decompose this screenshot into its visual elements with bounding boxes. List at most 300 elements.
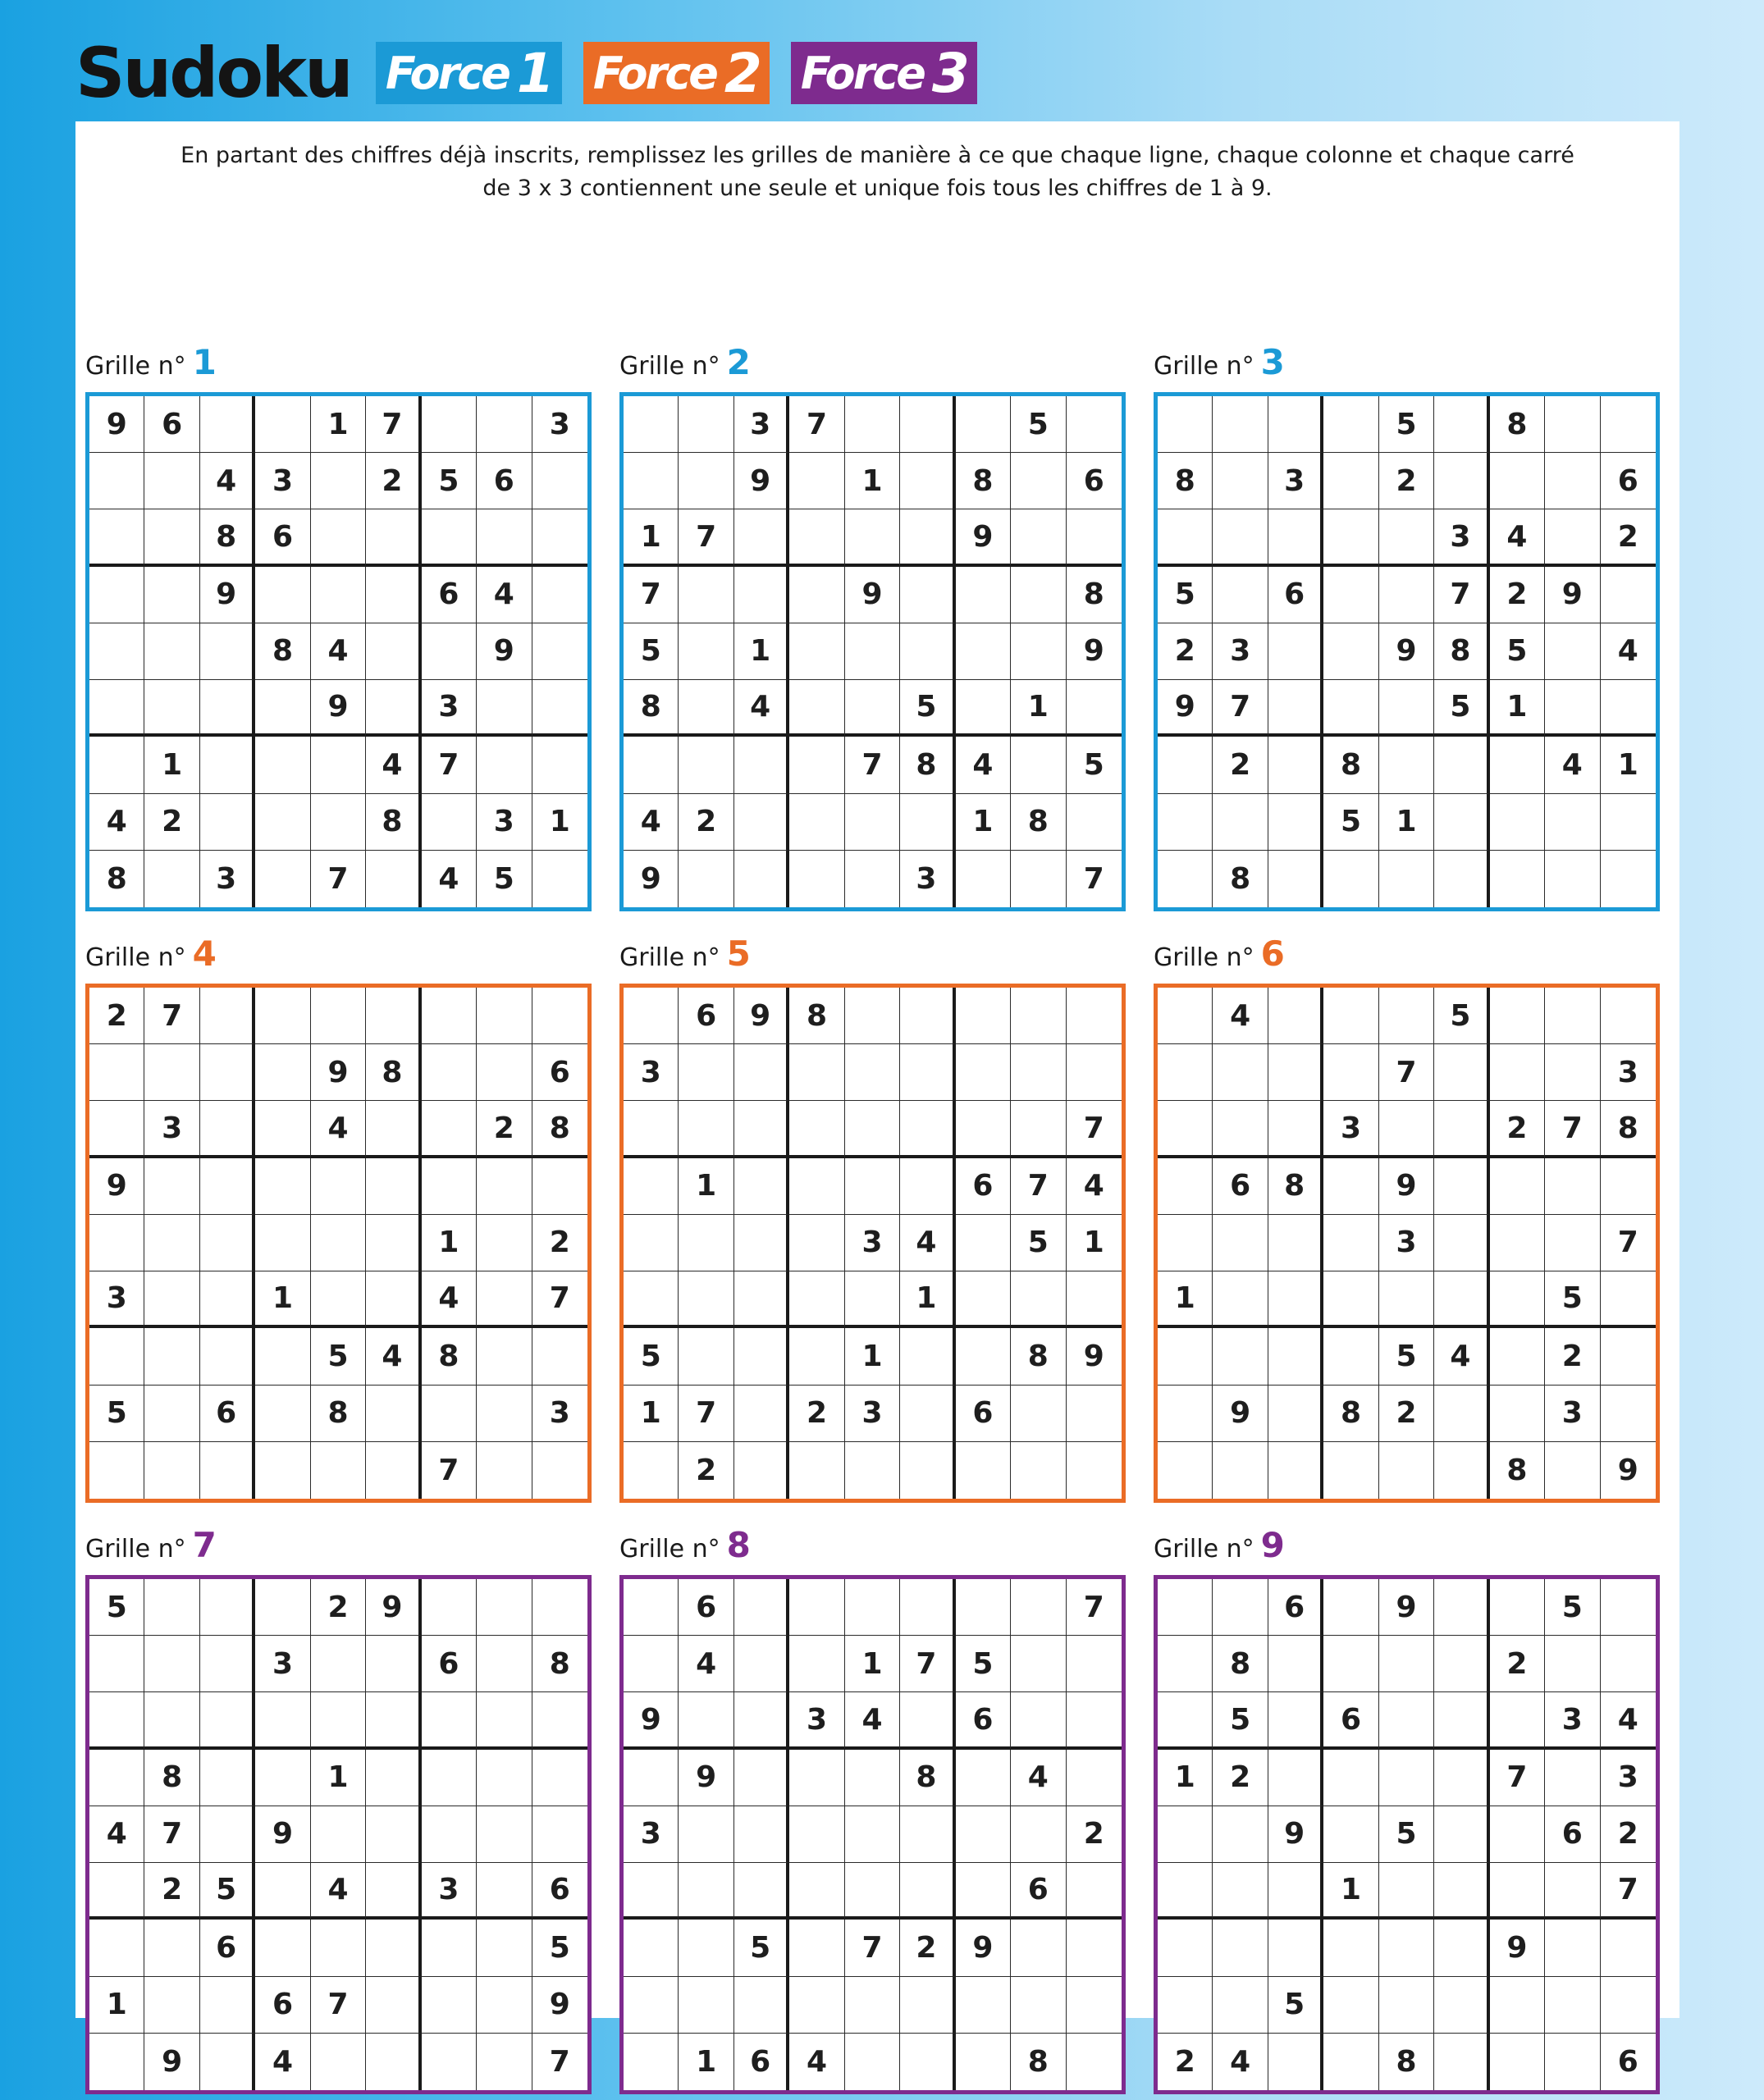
empty-cell[interactable]: [422, 988, 477, 1044]
empty-cell[interactable]: [734, 1101, 789, 1157]
empty-cell[interactable]: [1434, 1442, 1489, 1499]
empty-cell[interactable]: [789, 1977, 844, 2034]
empty-cell[interactable]: [366, 1920, 421, 1976]
empty-cell[interactable]: [1379, 851, 1434, 907]
empty-cell[interactable]: [200, 1271, 255, 1328]
empty-cell[interactable]: [200, 1101, 255, 1157]
empty-cell[interactable]: [1268, 1215, 1323, 1271]
empty-cell[interactable]: [200, 794, 255, 851]
empty-cell[interactable]: [366, 1863, 421, 1920]
empty-cell[interactable]: [1379, 1442, 1434, 1499]
empty-cell[interactable]: [789, 623, 844, 680]
empty-cell[interactable]: [255, 680, 310, 737]
empty-cell[interactable]: [477, 1806, 532, 1863]
empty-cell[interactable]: [1158, 1158, 1213, 1215]
empty-cell[interactable]: [956, 1442, 1011, 1499]
empty-cell[interactable]: [1158, 1101, 1213, 1157]
empty-cell[interactable]: [477, 1158, 532, 1215]
empty-cell[interactable]: [1490, 1044, 1545, 1101]
empty-cell[interactable]: [845, 1806, 900, 1863]
empty-cell[interactable]: [900, 623, 955, 680]
empty-cell[interactable]: [956, 2034, 1011, 2090]
empty-cell[interactable]: [366, 567, 421, 623]
empty-cell[interactable]: [477, 1044, 532, 1101]
empty-cell[interactable]: [200, 680, 255, 737]
empty-cell[interactable]: [1213, 1271, 1268, 1328]
empty-cell[interactable]: [734, 851, 789, 907]
empty-cell[interactable]: [1323, 1044, 1378, 1101]
empty-cell[interactable]: [311, 1636, 366, 1692]
empty-cell[interactable]: [311, 453, 366, 509]
empty-cell[interactable]: [144, 509, 199, 566]
empty-cell[interactable]: [900, 453, 955, 509]
empty-cell[interactable]: [1213, 453, 1268, 509]
empty-cell[interactable]: [1434, 1977, 1489, 2034]
empty-cell[interactable]: [1158, 1442, 1213, 1499]
empty-cell[interactable]: [624, 1920, 679, 1976]
empty-cell[interactable]: [1067, 2034, 1122, 2090]
empty-cell[interactable]: [1323, 567, 1378, 623]
empty-cell[interactable]: [1158, 851, 1213, 907]
empty-cell[interactable]: [1067, 988, 1122, 1044]
empty-cell[interactable]: [1213, 396, 1268, 453]
empty-cell[interactable]: [1434, 2034, 1489, 2090]
empty-cell[interactable]: [532, 851, 587, 907]
empty-cell[interactable]: [144, 1920, 199, 1976]
empty-cell[interactable]: [477, 1636, 532, 1692]
empty-cell[interactable]: [1323, 1750, 1378, 1806]
empty-cell[interactable]: [200, 988, 255, 1044]
empty-cell[interactable]: [477, 1750, 532, 1806]
empty-cell[interactable]: [1213, 567, 1268, 623]
empty-cell[interactable]: [845, 988, 900, 1044]
empty-cell[interactable]: [89, 623, 144, 680]
empty-cell[interactable]: [956, 988, 1011, 1044]
empty-cell[interactable]: [624, 1158, 679, 1215]
empty-cell[interactable]: [422, 509, 477, 566]
empty-cell[interactable]: [477, 680, 532, 737]
empty-cell[interactable]: [845, 1044, 900, 1101]
empty-cell[interactable]: [1323, 1442, 1378, 1499]
empty-cell[interactable]: [255, 1692, 310, 1749]
empty-cell[interactable]: [200, 396, 255, 453]
empty-cell[interactable]: [1268, 1750, 1323, 1806]
empty-cell[interactable]: [789, 1442, 844, 1499]
empty-cell[interactable]: [1268, 1692, 1323, 1749]
empty-cell[interactable]: [1601, 1977, 1656, 2034]
empty-cell[interactable]: [1379, 1750, 1434, 1806]
empty-cell[interactable]: [1011, 988, 1066, 1044]
empty-cell[interactable]: [624, 396, 679, 453]
empty-cell[interactable]: [89, 1863, 144, 1920]
empty-cell[interactable]: [789, 1044, 844, 1101]
empty-cell[interactable]: [89, 1750, 144, 1806]
empty-cell[interactable]: [477, 988, 532, 1044]
empty-cell[interactable]: [366, 1806, 421, 1863]
empty-cell[interactable]: [789, 851, 844, 907]
empty-cell[interactable]: [1268, 1044, 1323, 1101]
empty-cell[interactable]: [1067, 1386, 1122, 1442]
empty-cell[interactable]: [789, 1863, 844, 1920]
empty-cell[interactable]: [477, 396, 532, 453]
empty-cell[interactable]: [845, 680, 900, 737]
empty-cell[interactable]: [624, 453, 679, 509]
empty-cell[interactable]: [477, 1977, 532, 2034]
empty-cell[interactable]: [1268, 1863, 1323, 1920]
empty-cell[interactable]: [1213, 1920, 1268, 1976]
empty-cell[interactable]: [624, 1215, 679, 1271]
empty-cell[interactable]: [1268, 509, 1323, 566]
empty-cell[interactable]: [1158, 1386, 1213, 1442]
empty-cell[interactable]: [1158, 509, 1213, 566]
empty-cell[interactable]: [679, 737, 733, 793]
empty-cell[interactable]: [734, 1636, 789, 1692]
empty-cell[interactable]: [366, 1977, 421, 2034]
empty-cell[interactable]: [845, 1579, 900, 1636]
empty-cell[interactable]: [1434, 1920, 1489, 1976]
empty-cell[interactable]: [1213, 1101, 1268, 1157]
empty-cell[interactable]: [477, 737, 532, 793]
empty-cell[interactable]: [422, 1920, 477, 1976]
empty-cell[interactable]: [1434, 794, 1489, 851]
empty-cell[interactable]: [1379, 1863, 1434, 1920]
empty-cell[interactable]: [89, 1636, 144, 1692]
empty-cell[interactable]: [734, 737, 789, 793]
empty-cell[interactable]: [1268, 737, 1323, 793]
empty-cell[interactable]: [144, 1977, 199, 2034]
empty-cell[interactable]: [956, 1863, 1011, 1920]
empty-cell[interactable]: [734, 1158, 789, 1215]
empty-cell[interactable]: [1268, 1101, 1323, 1157]
empty-cell[interactable]: [1434, 1101, 1489, 1157]
empty-cell[interactable]: [366, 1442, 421, 1499]
empty-cell[interactable]: [789, 1750, 844, 1806]
empty-cell[interactable]: [144, 680, 199, 737]
empty-cell[interactable]: [366, 680, 421, 737]
empty-cell[interactable]: [1011, 851, 1066, 907]
empty-cell[interactable]: [1213, 794, 1268, 851]
empty-cell[interactable]: [311, 509, 366, 566]
empty-cell[interactable]: [1379, 567, 1434, 623]
empty-cell[interactable]: [255, 1328, 310, 1385]
empty-cell[interactable]: [144, 453, 199, 509]
empty-cell[interactable]: [734, 567, 789, 623]
empty-cell[interactable]: [89, 1215, 144, 1271]
empty-cell[interactable]: [1490, 737, 1545, 793]
empty-cell[interactable]: [200, 1328, 255, 1385]
empty-cell[interactable]: [900, 1579, 955, 1636]
empty-cell[interactable]: [1213, 1328, 1268, 1385]
empty-cell[interactable]: [366, 1101, 421, 1157]
empty-cell[interactable]: [1158, 1044, 1213, 1101]
empty-cell[interactable]: [900, 794, 955, 851]
empty-cell[interactable]: [311, 1271, 366, 1328]
empty-cell[interactable]: [144, 623, 199, 680]
empty-cell[interactable]: [1323, 1271, 1378, 1328]
empty-cell[interactable]: [679, 680, 733, 737]
empty-cell[interactable]: [89, 737, 144, 793]
empty-cell[interactable]: [734, 1750, 789, 1806]
empty-cell[interactable]: [845, 1158, 900, 1215]
empty-cell[interactable]: [1158, 1863, 1213, 1920]
empty-cell[interactable]: [366, 1386, 421, 1442]
empty-cell[interactable]: [1011, 1920, 1066, 1976]
empty-cell[interactable]: [1213, 1442, 1268, 1499]
empty-cell[interactable]: [144, 1044, 199, 1101]
empty-cell[interactable]: [734, 1442, 789, 1499]
empty-cell[interactable]: [200, 1636, 255, 1692]
empty-cell[interactable]: [1268, 851, 1323, 907]
empty-cell[interactable]: [1067, 1442, 1122, 1499]
empty-cell[interactable]: [1490, 2034, 1545, 2090]
empty-cell[interactable]: [789, 1920, 844, 1976]
empty-cell[interactable]: [311, 988, 366, 1044]
empty-cell[interactable]: [734, 1271, 789, 1328]
empty-cell[interactable]: [1545, 680, 1600, 737]
empty-cell[interactable]: [956, 1215, 1011, 1271]
empty-cell[interactable]: [900, 1386, 955, 1442]
empty-cell[interactable]: [422, 1806, 477, 1863]
empty-cell[interactable]: [1268, 680, 1323, 737]
empty-cell[interactable]: [1490, 1579, 1545, 1636]
empty-cell[interactable]: [255, 1044, 310, 1101]
empty-cell[interactable]: [845, 396, 900, 453]
empty-cell[interactable]: [956, 1044, 1011, 1101]
empty-cell[interactable]: [900, 1863, 955, 1920]
empty-cell[interactable]: [1268, 2034, 1323, 2090]
empty-cell[interactable]: [1213, 1579, 1268, 1636]
empty-cell[interactable]: [845, 509, 900, 566]
empty-cell[interactable]: [900, 2034, 955, 2090]
empty-cell[interactable]: [1490, 988, 1545, 1044]
empty-cell[interactable]: [477, 1442, 532, 1499]
empty-cell[interactable]: [1379, 988, 1434, 1044]
empty-cell[interactable]: [679, 1920, 733, 1976]
empty-cell[interactable]: [1158, 1636, 1213, 1692]
empty-cell[interactable]: [679, 1101, 733, 1157]
empty-cell[interactable]: [422, 623, 477, 680]
empty-cell[interactable]: [624, 2034, 679, 2090]
empty-cell[interactable]: [477, 1271, 532, 1328]
empty-cell[interactable]: [1011, 1044, 1066, 1101]
empty-cell[interactable]: [477, 1215, 532, 1271]
empty-cell[interactable]: [477, 1863, 532, 1920]
empty-cell[interactable]: [1601, 1271, 1656, 1328]
empty-cell[interactable]: [1268, 1920, 1323, 1976]
empty-cell[interactable]: [900, 509, 955, 566]
empty-cell[interactable]: [789, 453, 844, 509]
empty-cell[interactable]: [624, 1101, 679, 1157]
empty-cell[interactable]: [1323, 509, 1378, 566]
empty-cell[interactable]: [956, 396, 1011, 453]
empty-cell[interactable]: [1379, 1636, 1434, 1692]
empty-cell[interactable]: [200, 1044, 255, 1101]
empty-cell[interactable]: [89, 1692, 144, 1749]
empty-cell[interactable]: [311, 1806, 366, 1863]
empty-cell[interactable]: [532, 1579, 587, 1636]
empty-cell[interactable]: [679, 1977, 733, 2034]
empty-cell[interactable]: [845, 623, 900, 680]
empty-cell[interactable]: [89, 2034, 144, 2090]
empty-cell[interactable]: [845, 1750, 900, 1806]
empty-cell[interactable]: [1490, 453, 1545, 509]
empty-cell[interactable]: [366, 988, 421, 1044]
empty-cell[interactable]: [1545, 988, 1600, 1044]
empty-cell[interactable]: [311, 1442, 366, 1499]
empty-cell[interactable]: [789, 1806, 844, 1863]
empty-cell[interactable]: [734, 1328, 789, 1385]
empty-cell[interactable]: [422, 1977, 477, 2034]
empty-cell[interactable]: [1323, 988, 1378, 1044]
empty-cell[interactable]: [1545, 2034, 1600, 2090]
empty-cell[interactable]: [624, 1977, 679, 2034]
empty-cell[interactable]: [532, 509, 587, 566]
empty-cell[interactable]: [366, 509, 421, 566]
empty-cell[interactable]: [200, 1750, 255, 1806]
empty-cell[interactable]: [789, 737, 844, 793]
empty-cell[interactable]: [1067, 1920, 1122, 1976]
empty-cell[interactable]: [1323, 623, 1378, 680]
empty-cell[interactable]: [1601, 988, 1656, 1044]
empty-cell[interactable]: [845, 1977, 900, 2034]
empty-cell[interactable]: [956, 1101, 1011, 1157]
empty-cell[interactable]: [311, 1692, 366, 1749]
empty-cell[interactable]: [311, 794, 366, 851]
empty-cell[interactable]: [900, 1158, 955, 1215]
empty-cell[interactable]: [1158, 1806, 1213, 1863]
empty-cell[interactable]: [1323, 1328, 1378, 1385]
empty-cell[interactable]: [1158, 1215, 1213, 1271]
empty-cell[interactable]: [900, 1101, 955, 1157]
empty-cell[interactable]: [200, 1806, 255, 1863]
empty-cell[interactable]: [1067, 1750, 1122, 1806]
empty-cell[interactable]: [1545, 509, 1600, 566]
empty-cell[interactable]: [900, 1328, 955, 1385]
empty-cell[interactable]: [734, 1215, 789, 1271]
empty-cell[interactable]: [845, 851, 900, 907]
empty-cell[interactable]: [422, 1101, 477, 1157]
empty-cell[interactable]: [1545, 851, 1600, 907]
empty-cell[interactable]: [255, 567, 310, 623]
empty-cell[interactable]: [1379, 737, 1434, 793]
empty-cell[interactable]: [956, 1579, 1011, 1636]
empty-cell[interactable]: [144, 1579, 199, 1636]
empty-cell[interactable]: [1490, 1328, 1545, 1385]
empty-cell[interactable]: [1213, 1044, 1268, 1101]
empty-cell[interactable]: [144, 1328, 199, 1385]
empty-cell[interactable]: [624, 1636, 679, 1692]
empty-cell[interactable]: [422, 1692, 477, 1749]
empty-cell[interactable]: [477, 1579, 532, 1636]
empty-cell[interactable]: [144, 1215, 199, 1271]
empty-cell[interactable]: [789, 680, 844, 737]
empty-cell[interactable]: [422, 1579, 477, 1636]
empty-cell[interactable]: [366, 851, 421, 907]
empty-cell[interactable]: [1545, 1044, 1600, 1101]
empty-cell[interactable]: [1601, 680, 1656, 737]
empty-cell[interactable]: [89, 1044, 144, 1101]
empty-cell[interactable]: [1545, 1863, 1600, 1920]
empty-cell[interactable]: [1434, 1806, 1489, 1863]
empty-cell[interactable]: [789, 509, 844, 566]
empty-cell[interactable]: [1601, 1386, 1656, 1442]
empty-cell[interactable]: [1067, 1271, 1122, 1328]
empty-cell[interactable]: [1323, 1920, 1378, 1976]
empty-cell[interactable]: [956, 1271, 1011, 1328]
empty-cell[interactable]: [679, 1271, 733, 1328]
empty-cell[interactable]: [89, 1920, 144, 1976]
empty-cell[interactable]: [845, 1101, 900, 1157]
empty-cell[interactable]: [255, 1920, 310, 1976]
empty-cell[interactable]: [900, 1044, 955, 1101]
empty-cell[interactable]: [477, 1328, 532, 1385]
empty-cell[interactable]: [255, 794, 310, 851]
empty-cell[interactable]: [1158, 1977, 1213, 2034]
empty-cell[interactable]: [1601, 567, 1656, 623]
empty-cell[interactable]: [1434, 1386, 1489, 1442]
empty-cell[interactable]: [89, 1101, 144, 1157]
empty-cell[interactable]: [1011, 567, 1066, 623]
empty-cell[interactable]: [1490, 794, 1545, 851]
empty-cell[interactable]: [1268, 1328, 1323, 1385]
empty-cell[interactable]: [366, 2034, 421, 2090]
empty-cell[interactable]: [789, 1579, 844, 1636]
empty-cell[interactable]: [89, 1442, 144, 1499]
empty-cell[interactable]: [1268, 794, 1323, 851]
empty-cell[interactable]: [1067, 1977, 1122, 2034]
empty-cell[interactable]: [1268, 1636, 1323, 1692]
empty-cell[interactable]: [1011, 509, 1066, 566]
empty-cell[interactable]: [366, 1271, 421, 1328]
empty-cell[interactable]: [956, 1328, 1011, 1385]
empty-cell[interactable]: [1011, 1636, 1066, 1692]
empty-cell[interactable]: [1323, 2034, 1378, 2090]
empty-cell[interactable]: [255, 1442, 310, 1499]
empty-cell[interactable]: [1601, 1636, 1656, 1692]
empty-cell[interactable]: [255, 737, 310, 793]
empty-cell[interactable]: [422, 1044, 477, 1101]
empty-cell[interactable]: [1379, 1977, 1434, 2034]
empty-cell[interactable]: [1011, 623, 1066, 680]
empty-cell[interactable]: [477, 509, 532, 566]
empty-cell[interactable]: [422, 1750, 477, 1806]
empty-cell[interactable]: [1268, 1442, 1323, 1499]
empty-cell[interactable]: [1490, 1158, 1545, 1215]
empty-cell[interactable]: [1545, 396, 1600, 453]
empty-cell[interactable]: [200, 1977, 255, 2034]
empty-cell[interactable]: [845, 794, 900, 851]
empty-cell[interactable]: [789, 1101, 844, 1157]
empty-cell[interactable]: [1434, 396, 1489, 453]
empty-cell[interactable]: [956, 1977, 1011, 2034]
empty-cell[interactable]: [734, 794, 789, 851]
empty-cell[interactable]: [1379, 1271, 1434, 1328]
empty-cell[interactable]: [900, 988, 955, 1044]
empty-cell[interactable]: [679, 1215, 733, 1271]
empty-cell[interactable]: [956, 1750, 1011, 1806]
empty-cell[interactable]: [789, 1158, 844, 1215]
empty-cell[interactable]: [1601, 794, 1656, 851]
empty-cell[interactable]: [679, 1328, 733, 1385]
empty-cell[interactable]: [1490, 1271, 1545, 1328]
empty-cell[interactable]: [679, 851, 733, 907]
empty-cell[interactable]: [1323, 1977, 1378, 2034]
empty-cell[interactable]: [1545, 1977, 1600, 2034]
empty-cell[interactable]: [1490, 1806, 1545, 1863]
empty-cell[interactable]: [311, 1158, 366, 1215]
empty-cell[interactable]: [624, 1579, 679, 1636]
empty-cell[interactable]: [900, 1442, 955, 1499]
